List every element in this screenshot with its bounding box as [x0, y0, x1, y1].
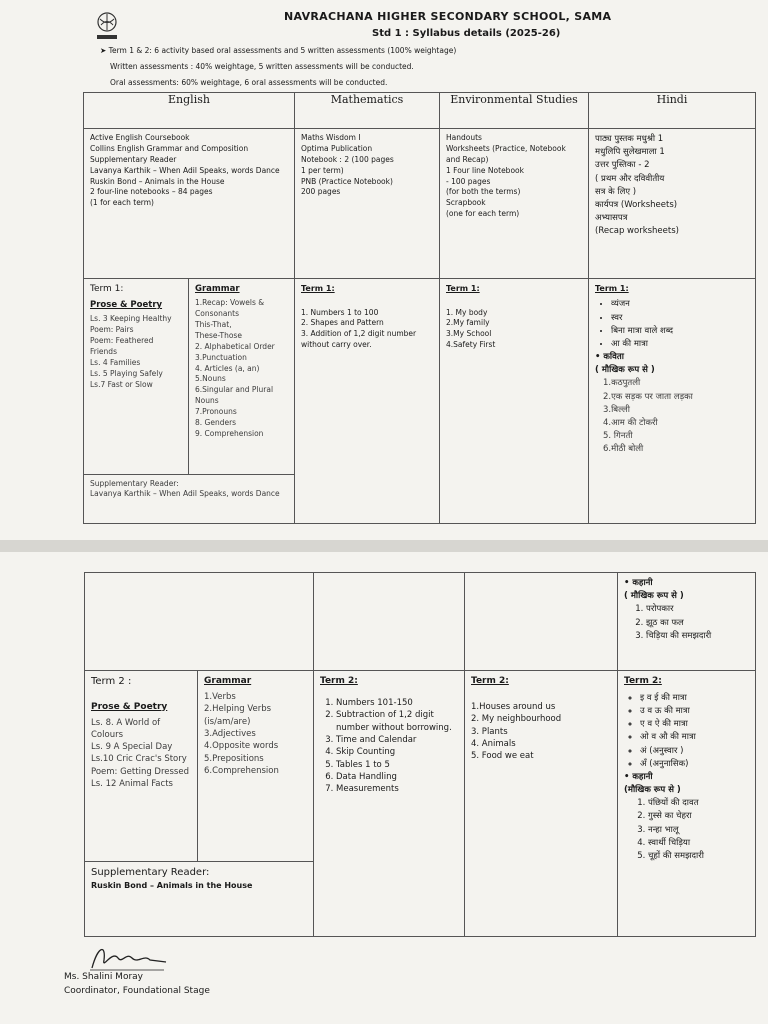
- english-term2-inner: [85, 671, 313, 896]
- list-item: 1. Numbers 1 to 100: [301, 307, 379, 317]
- story-label: कहानी: [632, 578, 653, 588]
- list-item: 1.कठपुतली: [603, 378, 641, 389]
- list-item: Poem: Getting Dressed: [91, 766, 189, 777]
- book-line: ( प्रथम और दविवीतीय: [595, 173, 665, 184]
- book-line: Scrapbook: [446, 198, 486, 208]
- list-item: 7.Pronouns: [195, 407, 237, 417]
- list-item: Ls.7 Fast or Slow: [90, 379, 153, 389]
- book-line: - 100 pages: [446, 176, 491, 186]
- book-line: 2 four-line notebooks – 84 pages: [90, 187, 213, 197]
- list-item: 4. Articles (a, an): [195, 363, 260, 373]
- list-item: • स्वर: [611, 312, 749, 325]
- book-line: Ruskin Bond – Animals in the House: [90, 176, 225, 186]
- list-item: 2.Helping Verbs (is/am/are): [204, 704, 272, 727]
- book-line: (for both the terms): [446, 187, 521, 197]
- school-logo-icon: [94, 10, 120, 44]
- term-label: Term 1:: [446, 284, 480, 293]
- list-item: Poem: Feathered Friends: [90, 336, 154, 356]
- subject-header-english: English: [84, 93, 295, 129]
- list-item: ◦ अँ (अनुनासिक): [640, 758, 749, 771]
- list-item: ◦ इ व ई की मात्रा: [640, 692, 749, 705]
- book-line: Collins English Grammar and Composition: [90, 143, 249, 153]
- list-item: 8. Genders: [195, 417, 237, 427]
- list-item: 2. Shapes and Pattern: [301, 318, 384, 328]
- list-item: 2.एक सड़क पर जाता लड़का: [603, 391, 693, 402]
- list-item: 5.Prepositions: [204, 753, 264, 764]
- list-item: 1. पंछियों की दावत: [648, 797, 749, 810]
- poem-label: कविता: [603, 352, 624, 363]
- book-line: 200 pages: [301, 187, 341, 197]
- book-line: अभ्यासपत्र: [595, 213, 628, 224]
- book-line: मधुलिपि सुलेखमाला 1: [595, 147, 665, 158]
- list-item: Ls. 12 Animal Facts: [91, 779, 173, 790]
- subject-header-hindi: Hindi: [589, 93, 756, 129]
- list-item: 1.Recap: Vowels & Consonants: [195, 298, 265, 319]
- list-item: Ls. 4 Families: [90, 357, 141, 367]
- list-item: 4.Safety First: [446, 340, 496, 350]
- list-item: 4. Skip Counting: [336, 746, 458, 758]
- supplementary-reader-term2: [85, 861, 313, 896]
- book-line: Active English Coursebook: [90, 133, 190, 142]
- list-item: Ls. 3 Keeping Healthy: [90, 314, 172, 324]
- list-item: 5.Nouns: [195, 374, 226, 384]
- list-item: 3.My School: [446, 329, 492, 339]
- oral-label: ( मौखिक रूप से ): [595, 365, 655, 376]
- hindi-term2-cell: Term 2: ◦ इ व ई की मात्रा ◦ उ व ऊ की मात्रा ◦ ए व ऐ की मात्रा ◦ ओ व औ की मात्रा ◦ अं (अनुस्वार ) ◦ अँ (अनुनासिक) • कहानी (मौखिक रूप से ) 1. पंछियों की दावत 2. गुस्से का चेहरा 3. नन्हा भालू 4. स्वार्थी चिड़िया 5. चूहों की समझदारी: [618, 671, 756, 937]
- grammar-label: Grammar: [204, 676, 252, 686]
- list-item: These-Those: [195, 330, 242, 340]
- list-item: ◦ उ व ऊ की मात्रा: [640, 705, 749, 718]
- list-item: 7. Measurements: [336, 783, 458, 795]
- written-assessment-note: Written assessments : 40% weightage, 5 written assessments will be conducted.: [110, 62, 414, 71]
- oral-assessment-note: Oral assessments: 60% weightage, 6 oral assessments will be conducted.: [110, 78, 388, 87]
- list-item: 2. My neighbourhood: [471, 714, 562, 725]
- page-gap: [0, 540, 768, 552]
- list-item: Poem: Pairs: [90, 325, 134, 335]
- syllabus-table-term1: [83, 92, 756, 524]
- list-item: 5. गिनती: [603, 431, 633, 442]
- coordinator-name: Ms. Shalini Moray: [64, 972, 143, 982]
- list-item: 4.Opposite words: [204, 741, 279, 752]
- list-item: 2. गुस्से का चेहरा: [648, 810, 749, 823]
- term-label: Term 2:: [320, 676, 358, 686]
- term-label: Term 2:: [624, 676, 662, 686]
- book-line: Optima Publication: [301, 143, 373, 153]
- list-item: • बिना मात्रा वाले शब्द: [611, 325, 749, 338]
- list-item: Ls. 8. A World of Colours: [91, 717, 161, 740]
- book-line: Maths Wisdom I: [301, 133, 361, 142]
- list-item: 2. Alphabetical Order: [195, 341, 275, 351]
- prose-poetry-term2: [85, 671, 198, 861]
- assessment-note: ➤ Term 1 & 2: 6 activity based oral assessments and 5 written assessments (100% weightage): [100, 46, 457, 55]
- evs-term2-cell: [465, 671, 618, 937]
- book-line: पाठ्य पुस्तक मधुश्री 1: [595, 134, 664, 144]
- empty-cell: [314, 573, 465, 671]
- school-name: NAVRACHANA HIGHER SECONDARY SCHOOL, SAMA: [284, 10, 612, 23]
- list-item: 2. झूठ का फल: [646, 617, 749, 630]
- book-line: सत्र के लिए ): [595, 186, 637, 197]
- list-item: 4. Animals: [471, 738, 516, 749]
- english-term1-cell: [84, 279, 295, 524]
- book-line: उत्तर पुस्तिका - 2: [595, 160, 650, 171]
- syllabus-subtitle: Std 1 : Syllabus details (2025-26): [372, 28, 561, 39]
- subject-header-maths: Mathematics: [295, 93, 440, 129]
- prose-poetry-label: Prose & Poetry: [91, 701, 168, 712]
- term-label: Term 1:: [595, 284, 629, 293]
- supplementary-book: Ruskin Bond – Animals in the House: [91, 881, 253, 890]
- list-item: 3.Adjectives: [204, 728, 256, 739]
- grammar-term2: [198, 671, 314, 861]
- english-books-cell: [84, 129, 295, 279]
- term-label: Term 1:: [301, 284, 335, 293]
- prose-poetry-label: Prose & Poetry: [90, 300, 163, 311]
- english-term1-inner: [84, 279, 294, 504]
- list-item: 3.Punctuation: [195, 352, 247, 362]
- empty-cell: [465, 573, 618, 671]
- list-item: 5. Tables 1 to 5: [336, 759, 458, 771]
- book-line: Worksheets (Practice, Notebook and Recap): [446, 143, 566, 164]
- maths-term2-cell: [314, 671, 465, 937]
- list-item: 4. स्वार्थी चिड़िया: [648, 837, 749, 850]
- story-label: कहानी: [632, 771, 653, 782]
- list-item: 5. चूहों की समझदारी: [648, 850, 749, 863]
- list-item: 6.मीठी बोली: [603, 444, 644, 455]
- list-item: 6. Data Handling: [336, 771, 458, 783]
- hindi-books-cell: [589, 129, 756, 279]
- list-item: Ls. 9 A Special Day: [91, 742, 173, 753]
- list-item: 3. Plants: [471, 726, 508, 737]
- prose-poetry-term1: [84, 279, 189, 474]
- book-line: Lavanya Karthik – When Adil Speaks, words Dance: [90, 165, 280, 175]
- evs-term1-cell: [440, 279, 589, 524]
- grammar-term1: [189, 279, 295, 474]
- list-item: 6.Singular and Plural Nouns: [195, 385, 274, 406]
- maths-term1-cell: [295, 279, 440, 524]
- list-item: 2.My family: [446, 318, 490, 328]
- book-line: PNB (Practice Notebook): [301, 176, 393, 186]
- supplementary-label: Supplementary Reader:: [91, 866, 210, 878]
- syllabus-table-term2: [84, 572, 756, 937]
- book-line: 1 Four line Notebook: [446, 165, 524, 175]
- list-item: 1. परोपकार: [646, 603, 749, 616]
- list-item: 1.Houses around us: [471, 702, 556, 713]
- list-item: ◦ अं (अनुस्वार ): [640, 745, 749, 758]
- subject-header-evs: Environmental Studies: [440, 93, 589, 129]
- book-line: (Recap worksheets): [595, 226, 679, 237]
- book-line: 1 per term): [301, 165, 344, 175]
- book-line: (1 for each term): [90, 198, 154, 208]
- list-item: • आ की मात्रा: [611, 338, 749, 351]
- book-line: (one for each term): [446, 209, 520, 219]
- evs-books-cell: [440, 129, 589, 279]
- list-item: 1. My body: [446, 307, 488, 317]
- list-item: 1.Verbs: [204, 692, 236, 703]
- oral-label: ( मौखिक रूप से ): [624, 591, 684, 602]
- supplementary-label: Supplementary Reader:: [90, 478, 179, 488]
- maths-books-cell: [295, 129, 440, 279]
- empty-cell: [85, 573, 314, 671]
- list-item: This-That,: [195, 320, 232, 330]
- list-item: 3. नन्हा भालू: [648, 824, 749, 837]
- grammar-label: Grammar: [195, 284, 240, 294]
- book-line: Handouts: [446, 133, 482, 142]
- signature-icon: [88, 940, 168, 974]
- supplementary-book: Lavanya Karthik – When Adil Speaks, words Dance: [90, 489, 280, 499]
- list-item: 2. Subtraction of 1,2 digit number without borrowing.: [336, 709, 458, 734]
- list-item: ◦ ओ व औ की मात्रा: [640, 731, 749, 744]
- list-item: 9. Comprehension: [195, 428, 264, 438]
- list-item: Ls. 5 Playing Safely: [90, 368, 163, 378]
- list-item: 3.बिल्ली: [603, 404, 630, 415]
- book-line: कार्यपत्र (Worksheets): [595, 199, 678, 210]
- list-item: 5. Food we eat: [471, 751, 534, 762]
- list-item: 3. Addition of 1,2 digit number without carry over.: [301, 329, 417, 350]
- term-label: Term 2 :: [91, 676, 132, 687]
- supplementary-reader-term1: [84, 474, 294, 504]
- book-line: Notebook : 2 (100 pages: [301, 154, 394, 164]
- list-item: 4.आम की टोकरी: [603, 417, 658, 428]
- book-line: Supplementary Reader: [90, 154, 177, 164]
- term-label: Term 1:: [90, 284, 124, 294]
- list-item: 3. चिड़िया की समझदारी: [646, 630, 749, 643]
- hindi-term1-cell: Term 1: • व्यंजन • स्वर • बिना मात्रा वाले शब्द • आ की मात्रा • कविता ( मौखिक रूप से ) 1.कठपुतली 2.एक सड़क पर जाता लड़का 3.बिल्ली 4.आम की टोकरी 5. गिनती 6.मीठी बोली: [589, 279, 756, 524]
- list-item: 1. Numbers 101-150: [336, 697, 458, 709]
- list-item: 3. Time and Calendar: [336, 734, 458, 746]
- hindi-term1-continued-cell: • कहानी ( मौखिक रूप से ) 1. परोपकार 2. झूठ का फल 3. चिड़िया की समझदारी: [618, 573, 756, 671]
- term-label: Term 2:: [471, 676, 509, 686]
- english-term2-cell: [85, 671, 314, 937]
- coordinator-role: Coordinator, Foundational Stage: [64, 986, 210, 996]
- list-item: ◦ ए व ऐ की मात्रा: [640, 718, 749, 731]
- list-item: 6.Comprehension: [204, 765, 279, 776]
- list-item: • व्यंजन: [611, 298, 749, 311]
- list-item: Ls.10 Cric Crac's Story: [91, 754, 187, 765]
- oral-label: (मौखिक रूप से ): [624, 785, 681, 796]
